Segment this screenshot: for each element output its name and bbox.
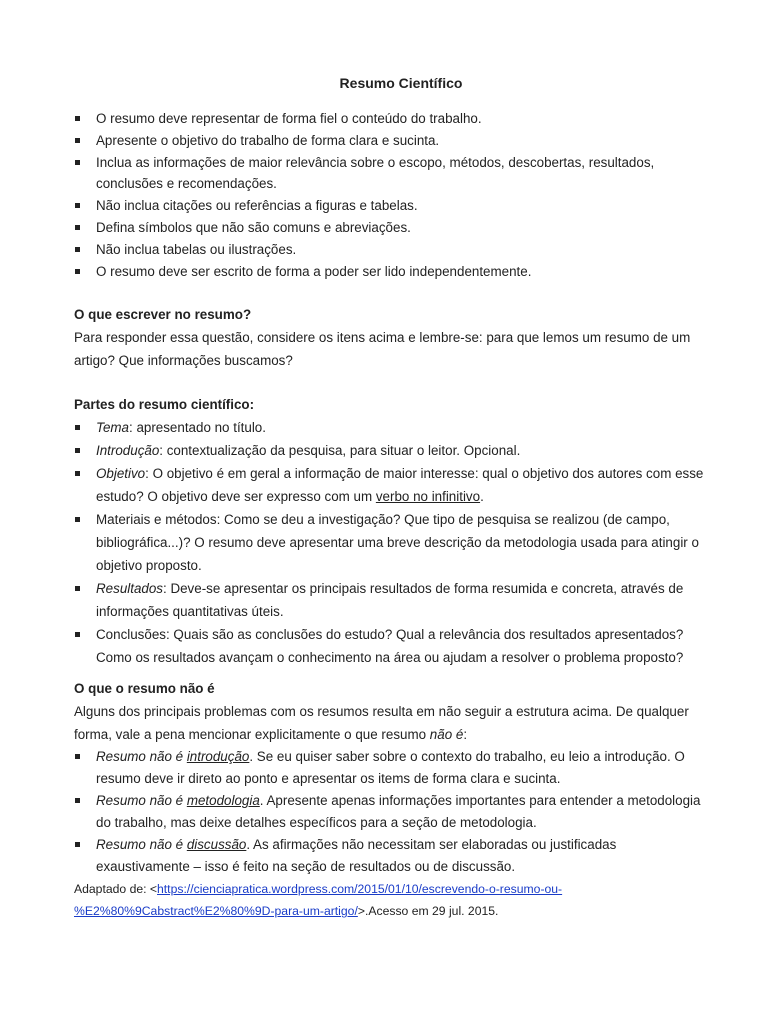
list-item: Inclua as informações de maior relevância sobre o escopo, métodos, descobertas, resultados, conclusões e recomendações. <box>74 152 708 196</box>
item-text: . Apresente apenas informações importantes para entender a metodologia do trabalho, mas deixe detalhes específicos para a seção de metodologia. <box>96 793 701 831</box>
parts-list <box>74 416 708 669</box>
item-text-end: . <box>480 489 484 505</box>
page-title: Resumo Científico <box>339 75 463 91</box>
section-heading-not: O que o resumo não é <box>74 681 215 697</box>
item-text: : Deve-se apresentar os principais resultados de forma resumida e concreta, através de informações quantitativas úteis. <box>96 581 684 620</box>
intro-list <box>74 108 708 282</box>
list-item <box>74 790 708 834</box>
list-item: Apresente o objetivo do trabalho de forma clara e sucinta. <box>74 130 708 152</box>
list-item <box>74 439 708 462</box>
item-prefix: Resumo não é <box>96 793 187 809</box>
section-heading-what: O que escrever no resumo? <box>74 307 252 323</box>
item-term: Introdução <box>96 443 160 459</box>
list-item <box>74 577 708 623</box>
item-text: . Se eu quiser saber sobre o contexto do trabalho, eu leio a introdução. O resumo deve ir direto ao ponto e apresentar os items de forma clara e sucinta. <box>96 749 685 787</box>
item-text: : contextualização da pesquisa, para situar o leitor. Opcional. <box>159 443 521 459</box>
source-suffix: >.Acesso em 29 jul. 2015. <box>357 904 499 919</box>
item-text: : O objetivo é em geral a informação de maior interesse: qual o objetivo dos autores com esse estudo? O objetivo deve ser expresso com um <box>96 466 704 505</box>
list-item: Não inclua tabelas ou ilustrações. <box>74 239 708 261</box>
list-item <box>74 746 708 790</box>
list-item: O resumo deve representar de forma fiel o conteúdo do trabalho. <box>74 108 708 130</box>
section-text-italic: não é <box>429 727 464 743</box>
section-heading-parts: Partes do resumo científico: <box>74 397 255 413</box>
item-text: Conclusões: Quais são as conclusões do estudo? Qual a relevância dos resultados apresentados? Como os resultados avançam o conhecimento na área ou ajudam a resolver o problema proposto? <box>96 627 684 666</box>
item-term: Tema <box>96 420 129 436</box>
item-text: : apresentado no título. <box>129 420 266 436</box>
section-text-end: : <box>463 727 468 743</box>
list-item: Defina símbolos que não são comuns e abreviações. <box>74 217 708 239</box>
item-term: discussão <box>186 837 247 853</box>
item-term: Objetivo <box>96 466 146 482</box>
item-term: metodologia <box>186 793 260 809</box>
item-term: introdução <box>186 749 250 765</box>
item-prefix: Resumo não é <box>96 749 187 765</box>
source-link[interactable]: https://cienciapratica.wordpress.com/2015/01/10/escrevendo-o-resumo-ou- %E2%80%9Cabstract%E2%80%9D-para-um-artigo/ <box>74 882 563 919</box>
list-item <box>74 462 708 508</box>
section-text-what: Para responder essa questão, considere os itens acima e lembre-se: para que lemos um resumo de um artigo? Que informações buscamos? <box>74 330 691 369</box>
list-item <box>74 834 708 878</box>
list-item <box>74 416 708 439</box>
list-item <box>74 508 708 577</box>
section-text: Alguns dos principais problemas com os resumos resulta em não seguir a estrutura acima. De qualquer forma, vale a pena mencionar explicitamente o que resumo <box>74 704 689 743</box>
underlined-text: verbo no infinitivo <box>375 489 481 505</box>
source-prefix: Adaptado de: < <box>74 882 158 897</box>
section-text-not <box>74 700 708 746</box>
item-term: Resultados <box>96 581 163 597</box>
item-text: . As afirmações não necessitam ser elaboradas ou justificadas exaustivamente – isso é feito na seção de resultados ou de discussão. <box>96 837 617 875</box>
list-item: O resumo deve ser escrito de forma a poder ser lido independentemente. <box>74 261 708 283</box>
source-citation <box>74 878 708 922</box>
list-item <box>74 623 708 669</box>
item-prefix: Resumo não é <box>96 837 187 853</box>
list-item: Não inclua citações ou referências a figuras e tabelas. <box>74 195 708 217</box>
item-text: Materiais e métodos: Como se deu a investigação? Que tipo de pesquisa se realizou (de campo, bibliográfica...)? O resumo deve apresentar uma breve descrição da metodologia usada para atingir o objetivo proposto. <box>96 512 699 574</box>
not-list <box>74 746 708 878</box>
